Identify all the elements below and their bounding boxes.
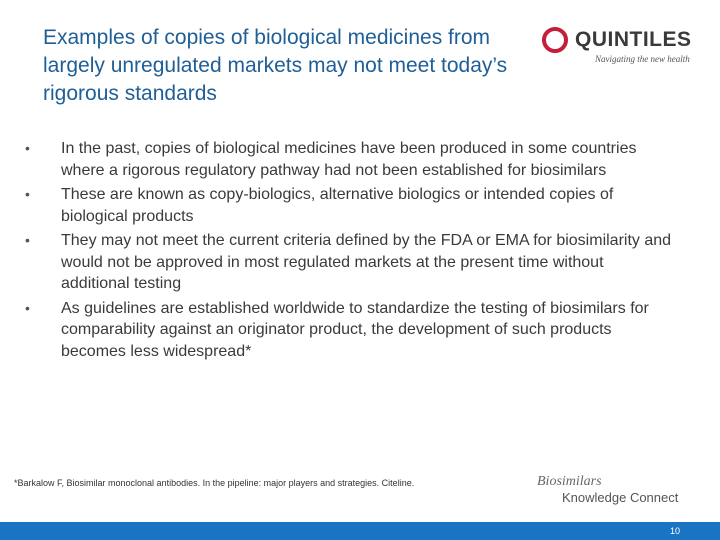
footer-bar: [0, 522, 720, 540]
page-number: 10: [669, 526, 680, 536]
footnote: *Barkalow F, Biosimilar monoclonal antibodies. In the pipeline: major players and strategies. Citeline.: [14, 478, 415, 488]
bullet-marker: •: [25, 232, 30, 248]
bullet-text: These are known as copy-biologics, alternative biologics or intended copies of biological products: [61, 186, 614, 225]
slide-title: Examples of copies of biological medicines from largely unregulated markets may not meet today’s rigorous standards: [43, 26, 508, 105]
logo-tagline: Navigating the new health: [595, 54, 690, 64]
branding-line2: Knowledge Connect: [562, 490, 679, 505]
logo-wordmark: QUINTILES: [575, 28, 692, 51]
bullet-text: As guidelines are established worldwide to standardize the testing of biosimilars for comparability against an originator product, the development of such products becomes less widespread*: [61, 299, 649, 360]
branding-line1: Biosimilars: [537, 474, 602, 489]
bullet-marker: •: [25, 299, 30, 316]
bullet-item: [25, 298, 675, 363]
bullet-list: [25, 138, 675, 365]
bullet-text: In the past, copies of biological medicines have been produced in some countries where a rigorous regulatory pathway had not been established for biosimilars: [61, 140, 637, 179]
bullet-item: [25, 230, 675, 295]
bullet-item: [25, 184, 675, 227]
quintiles-logo: [538, 24, 708, 68]
biosimilars-knowledge-connect-logo: [536, 474, 706, 506]
bullet-marker: •: [25, 186, 30, 202]
bullet-item: [25, 138, 675, 181]
bullet-text: They may not meet the current criteria defined by the FDA or EMA for biosimilarity and would not be approved in most regulated markets at the present time without additional testing: [61, 232, 672, 292]
bullet-marker: •: [25, 140, 30, 156]
logo-ring-icon: [542, 27, 568, 53]
